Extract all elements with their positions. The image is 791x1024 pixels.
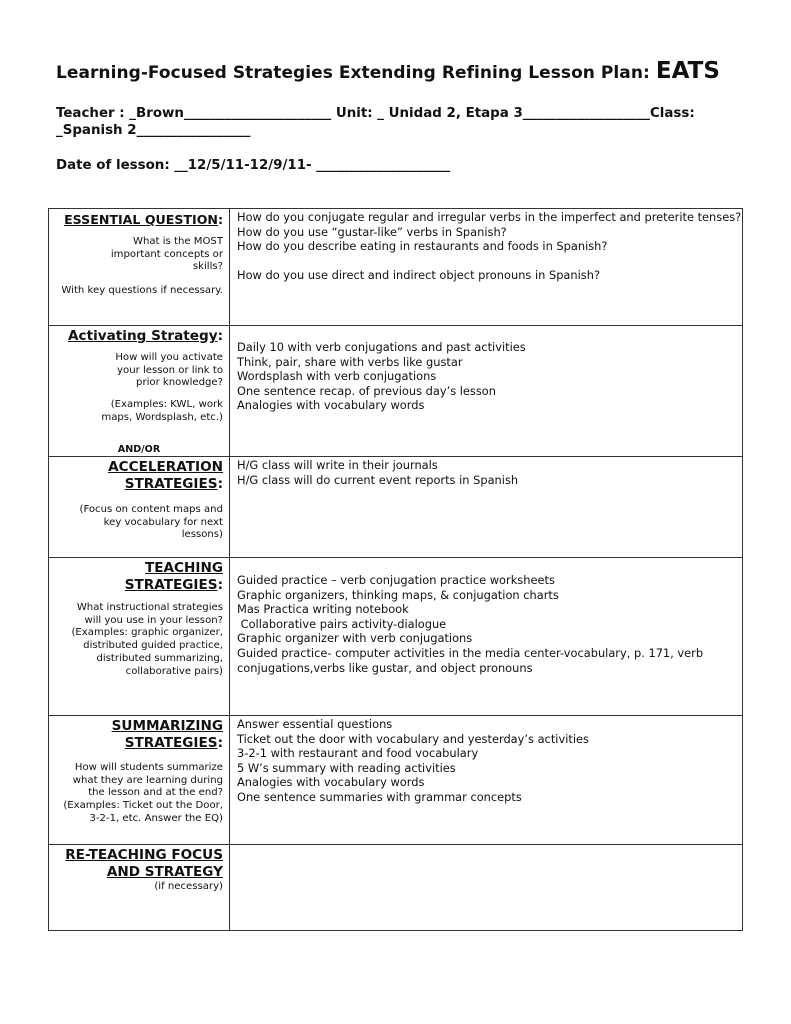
content-line: Daily 10 with verb conjugations and past activities [237,340,526,354]
class-line: _Spanish 2_________________ [56,123,251,138]
content-line: Graphic organizer with verb conjugations [237,631,473,646]
content-line: Wordsplash with verb conjugations [237,369,437,384]
summarizing-strategies-label-cell [49,716,230,845]
content-line: How do you use “gustar-like” verbs in Spanish? [237,224,507,239]
title-main: Learning-Focused Strategies Extending Refining Lesson Plan: [56,63,656,83]
summarizing-strategies-heading: SUMMARIZING STRATEGIES: [111,718,223,751]
activating-strategy-row [49,326,743,457]
activating-strategy-content [230,326,743,457]
essential-question-content [230,209,743,326]
acceleration-strategies-content [230,457,743,558]
title-eats: EATS [655,58,720,84]
activating-strategy-prompt: How will you activate your lesson or link to prior knowledge? [115,352,223,389]
content-line: Think, pair, share with verbs like gustar [237,354,463,369]
content-line: Analogies with vocabulary words [237,398,425,413]
essential-question-label-cell: ESSENTIAL QUESTION: What is the MOST important concepts or skills? With key questions if necessary. [49,209,230,326]
content-line: One sentence recap. of previous day’s lesson [237,383,496,398]
acceleration-strategies-label-cell [49,457,230,558]
content-line: 3-2-1 with restaurant and food vocabulary [237,746,479,761]
content-line: How do you conjugate regular and irregular verbs in the imperfect and preterite tenses? [237,210,742,224]
essential-question-prompt: What is the MOST important concepts or skills? [110,236,223,273]
content-line: Mas Practica writing notebook [237,602,409,617]
acceleration-strategies-heading: ACCELERATION STRATEGIES: [108,459,223,492]
content-line: H/G class will do current event reports in Spanish [237,472,519,487]
content-line [237,254,735,269]
content-line: Graphic organizers, thinking maps, & conjugation charts [237,587,559,602]
essential-question-heading: ESSENTIAL QUESTION [64,212,218,227]
and-or-label: AND/OR [117,444,161,455]
content-line: 5 W’s summary with reading activities [237,760,456,775]
activating-strategy-heading: Activating Strategy [68,328,218,344]
reteaching-content [230,845,743,931]
summarizing-strategies-content [230,716,743,845]
teaching-strategies-content [230,558,743,716]
essential-question-note: With key questions if necessary. [61,285,223,297]
acceleration-strategies-prompt: (Focus on content maps and key vocabulary for next lessons) [79,504,223,541]
content-line: Collaborative pairs activity-dialogue [237,616,447,631]
content-line: Analogies with vocabulary words [237,775,425,790]
teaching-strategies-row [49,558,743,716]
activating-strategy-examples: (Examples: KWL, work maps, Wordsplash, etc.) [101,399,223,423]
content-line: How do you describe eating in restaurants and foods in Spanish? [237,239,608,254]
content-line: How do you use direct and indirect object pronouns in Spanish? [237,268,600,283]
content-line: Guided practice – verb conjugation practice worksheets [237,573,555,587]
acceleration-strategies-row [49,457,743,558]
content-line: Answer essential questions [237,717,393,731]
reteaching-heading: RE-TEACHING FOCUS AND STRATEGY [65,847,223,880]
page-title [56,58,720,84]
content-line: Guided practice- computer activities in the media center-vocabulary, p. 171, verb conjugations,verbs like gustar, and object pronouns [237,645,704,675]
reteaching-row [49,845,743,931]
content-line: Ticket out the door with vocabulary and yesterday’s activities [237,731,589,746]
activating-strategy-label-cell: Activating Strategy: How will you activate your lesson or link to prior knowledge? (Examples: KWL, work maps, Wordsplash, etc.) AND/OR [49,326,230,457]
essential-question-row [49,209,743,326]
lesson-plan-table [48,208,743,931]
content-line: One sentence summaries with grammar concepts [237,789,522,804]
reteaching-note: (if necessary) [154,881,223,892]
teaching-strategies-prompt: What instructional strategies will you use in your lesson? (Examples: graphic organizer, distributed guided practice, distributed summarizing, collaborative pairs) [71,602,223,677]
date-line: Date of lesson: __12/5/11-12/9/11- ____________________ [56,158,451,173]
summarizing-strategies-row [49,716,743,845]
reteaching-label-cell [49,845,230,931]
summarizing-strategies-prompt: How will students summarize what they are learning during the lesson and at the end? (Examples: Ticket out the Door, 3-2-1, etc. Answer the EQ) [63,762,223,824]
teaching-strategies-heading: TEACHING STRATEGIES [124,560,223,593]
teaching-strategies-label-cell: TEACHING STRATEGIES: What instructional strategies will you use in your lesson? (Examples: graphic organizer, distributed guided practice, distributed summarizing, collaborative pairs) [49,558,230,716]
content-line: H/G class will write in their journals [237,458,438,472]
teacher-unit-class-line: Teacher : _Brown______________________ Unit: _ Unidad 2, Etapa 3___________________Class: [56,106,695,121]
